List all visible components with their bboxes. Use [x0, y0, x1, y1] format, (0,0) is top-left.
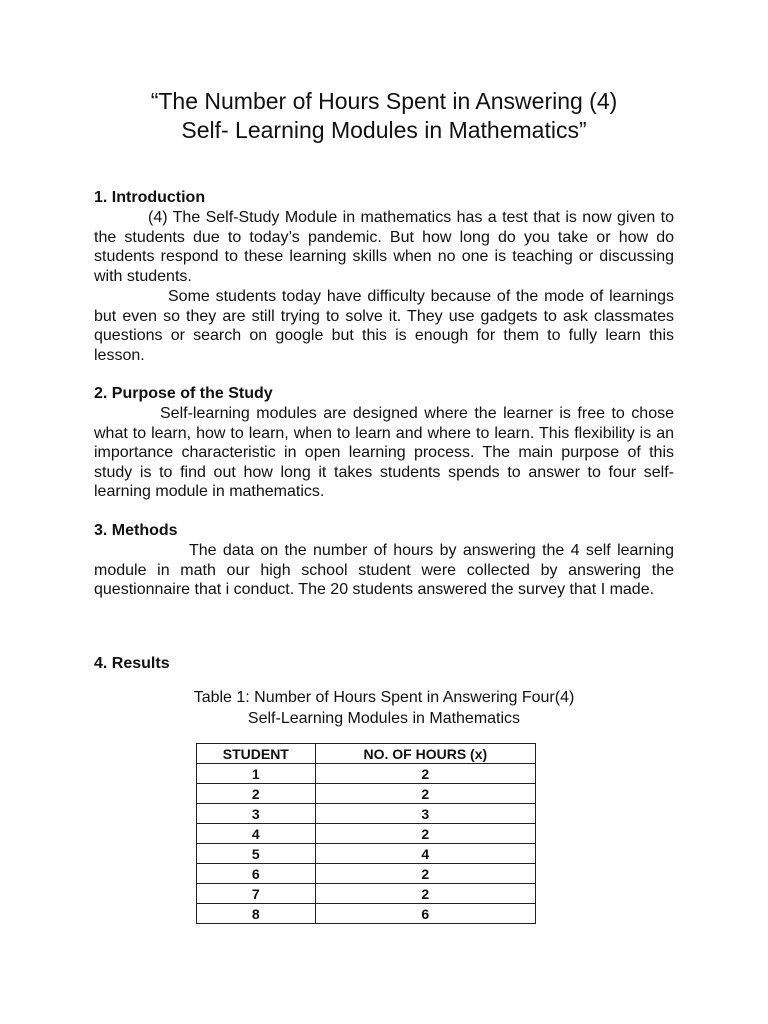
methods-paragraph: The data on the number of hours by answering the 4 self learning module in math our high school student were collected by answering the questionnaire that i conduct. The 20 students answered the survey that I made. — [94, 542, 674, 599]
student-cell: 1 — [197, 764, 316, 784]
table-header-row — [197, 744, 536, 764]
purpose-heading: 2. Purpose of the Study — [94, 385, 273, 402]
table-row — [197, 884, 536, 904]
student-cell: 4 — [197, 824, 316, 844]
hours-cell: 2 — [315, 824, 535, 844]
student-cell: 2 — [197, 784, 316, 804]
hours-cell: 3 — [315, 804, 535, 824]
introduction-heading: 1. Introduction — [94, 189, 206, 206]
document-title-line-1: “The Number of Hours Spent in Answering (4) — [150, 88, 618, 114]
column-header-student: STUDENT — [197, 744, 316, 764]
hours-cell: 4 — [315, 844, 535, 864]
table-row — [197, 864, 536, 884]
student-cell: 5 — [197, 844, 316, 864]
table-row — [197, 764, 536, 784]
results-heading: 4. Results — [94, 655, 170, 672]
document-title-line-2: Self- Learning Modules in Mathematics” — [181, 117, 587, 143]
table-caption-line-1: Table 1: Number of Hours Spent in Answering Four(4) — [193, 689, 575, 706]
purpose-paragraph: Self-learning modules are designed where the learner is free to chose what to learn, how to learn, when to learn and where to learn. This flexibility is an importance characteristic in open learning process. The main purpose of this study is to find out how long it takes students spends to answer to four self- learning module in mathematics. — [94, 405, 674, 501]
student-cell: 3 — [197, 804, 316, 824]
table-row — [197, 824, 536, 844]
hours-cell: 2 — [315, 784, 535, 804]
table-row — [197, 844, 536, 864]
document-title — [60, 87, 708, 145]
methods-heading: 3. Methods — [94, 522, 178, 539]
hours-cell: 6 — [315, 904, 535, 924]
hours-cell: 2 — [315, 884, 535, 904]
table-row — [197, 904, 536, 924]
hours-table — [196, 743, 536, 924]
table-caption-line-2: Self-Learning Modules in Mathematics — [247, 710, 521, 727]
introduction-paragraph-2: Some students today have difficulty because of the mode of learnings but even so they are still trying to solve it. They use gadgets to ask classmates questions or search on google but this is enough for them to fully learn this lesson. — [94, 288, 674, 364]
table-row — [197, 804, 536, 824]
student-cell: 8 — [197, 904, 316, 924]
hours-cell: 2 — [315, 764, 535, 784]
student-cell: 6 — [197, 864, 316, 884]
hours-cell: 2 — [315, 864, 535, 884]
student-cell: 7 — [197, 884, 316, 904]
column-header-hours: NO. OF HOURS (x) — [315, 744, 535, 764]
introduction-paragraph-1: (4) The Self-Study Module in mathematics has a test that is now given to the students due to today’s pandemic. But how long do you take or how do students respond to these learning skills when no one is teaching or discussing with students. — [94, 209, 674, 285]
table-caption — [94, 687, 674, 729]
table-row — [197, 784, 536, 804]
